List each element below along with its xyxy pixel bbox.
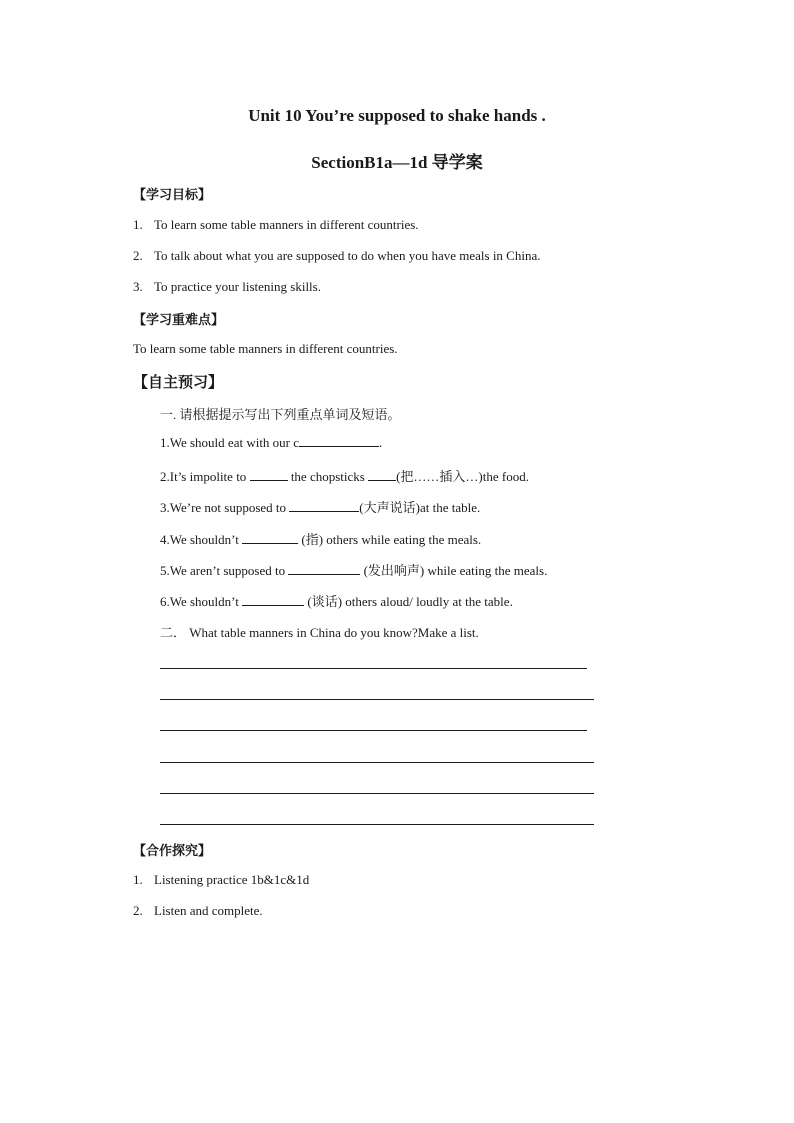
writing-line[interactable] [160, 668, 587, 669]
preview-heading: 【自主预习】 [133, 375, 224, 391]
exercise-text: (把……插入…)the food. [396, 469, 529, 484]
exercise-1 [160, 435, 382, 451]
key-points-text: To learn some table manners in different countries. [133, 341, 398, 356]
exercise-text: 4.We shouldn’t [160, 532, 243, 547]
exercise-text: (发出响声) while eating the meals. [360, 563, 548, 578]
objective-item-3 [133, 279, 321, 295]
exercise-text: 1.We should eat with our c [160, 435, 300, 450]
exercise-text: 3.We’re not supposed to [160, 500, 290, 515]
answer-blank[interactable] [299, 435, 379, 447]
answer-blank[interactable] [289, 500, 359, 512]
writing-line[interactable] [160, 730, 587, 731]
exercise-text: (谈话) others aloud/ loudly at the table. [304, 594, 513, 609]
exercise-text: the chopsticks [287, 469, 369, 484]
document-subtitle: SectionB1a—1d 导学案 [311, 153, 483, 172]
exercise-text: 5.We aren’t supposed to [160, 563, 289, 578]
exercise-text: 6.We shouldn’t [160, 594, 243, 609]
objective-number: 1. [133, 217, 143, 232]
writing-line[interactable] [160, 793, 594, 794]
cooperation-heading: 【合作探究】 [133, 843, 212, 858]
objective-item-1 [133, 217, 419, 233]
objective-number: 3. [133, 279, 143, 294]
cooperation-text: Listen and complete. [154, 903, 263, 918]
exercise-5 [160, 560, 547, 579]
writing-line[interactable] [160, 699, 594, 700]
exercise-text: . [379, 435, 383, 450]
objectives-heading: 【学习目标】 [133, 187, 212, 202]
preview-part1-title: 一. 请根据提示写出下列重点单词及短语。 [160, 407, 401, 422]
answer-blank[interactable] [242, 594, 304, 606]
objective-text: To practice your listening skills. [154, 279, 321, 294]
document-title: Unit 10 You’re supposed to shake hands . [248, 106, 546, 125]
objective-number: 2. [133, 248, 143, 263]
exercise-6 [160, 591, 513, 610]
objective-item-2 [133, 248, 540, 264]
objective-text: To talk about what you are supposed to do when you have meals in China. [154, 248, 541, 263]
cooperation-item-1 [133, 872, 309, 888]
exercise-2 [160, 466, 529, 485]
cooperation-number: 2. [133, 903, 143, 918]
cooperation-number: 1. [133, 872, 143, 887]
answer-blank[interactable] [288, 563, 360, 575]
answer-blank[interactable] [250, 469, 288, 481]
objective-text: To learn some table manners in different countries. [154, 217, 419, 232]
cooperation-item-2 [133, 903, 263, 919]
preview-part2-title: 二． What table manners in China do you know?Make a list. [160, 625, 479, 640]
exercise-text: (指) others while eating the meals. [298, 532, 482, 547]
exercise-text: 2.It’s impolite to [160, 469, 250, 484]
cooperation-text: Listening practice 1b&1c&1d [154, 872, 310, 887]
writing-line[interactable] [160, 762, 594, 763]
exercise-text: (大声说话)at the table. [359, 500, 481, 515]
exercise-3 [160, 497, 480, 516]
writing-line[interactable] [160, 824, 594, 825]
answer-blank[interactable] [242, 532, 298, 544]
key-points-heading: 【学习重难点】 [133, 312, 225, 327]
exercise-4 [160, 529, 481, 548]
answer-blank[interactable] [368, 469, 396, 481]
